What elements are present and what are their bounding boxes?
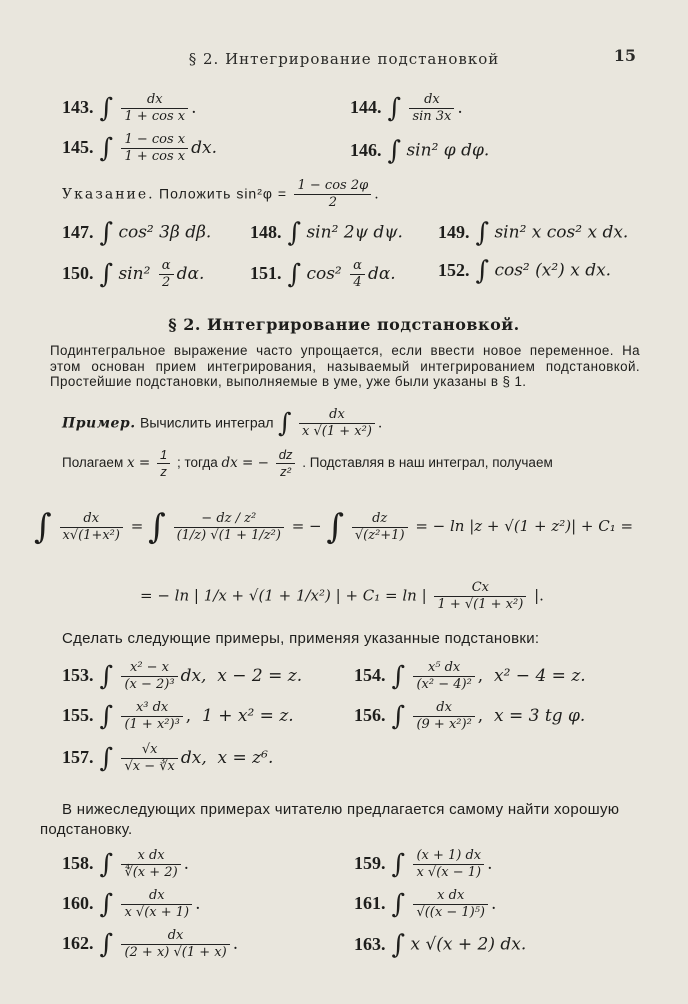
problem-162: 162. ∫ $\frac{dx}{(2 + x) √(1 + x)}$ . [62, 928, 239, 960]
equation-line-2: = − ln | 1/x + √(1 + 1/x²) | + C₁ = ln | $\frac{Cx}{\text{1 + √(1 + x²)}}$ |. [140, 580, 544, 612]
problem-149: 149. ∫ sin² x cos² x dx. [438, 218, 629, 248]
find-intro: В нижеследующих примерах читателю предлагается самому найти хорошую подстановку. [40, 801, 620, 838]
problem-147: 147. ∫ cos² 3β dβ. [62, 218, 212, 248]
example-line: Пример. Вычислить интеграл ∫ $\frac{dx}{\text{x √(1 + x²)}}$ . [62, 407, 383, 439]
running-header: § 2. Интегрирование подстановкой [188, 50, 500, 68]
problem-146: 146. ∫ sin² φ dφ. [350, 136, 490, 166]
problem-159: 159. ∫ $\frac{(x + 1) dx}{x √(x - 1)}$ . [354, 848, 493, 880]
problem-150: 150. ∫ sin² $\frac{\alpha}{2}$ dα. [62, 258, 205, 290]
section-title: § 2. Интегрирование подстановкой. [168, 315, 520, 334]
substitution-line: Полагаем x = $\frac{1}{z}$ ; тогда dx = − $\frac{dz}{\text{z²}}$ . Подставляя в наш интеграл, получаем [62, 447, 553, 479]
page-number: 15 [613, 46, 636, 65]
problem-160: 160. ∫ $\frac{dx}{x √(x + 1)}$ . [62, 888, 201, 920]
exercise-intro: Сделать следующие примеры, применяя указанные подстановки: [62, 630, 540, 647]
problem-156: 156. ∫ $\frac{dx}{\text{(9 + x²)²}}$ , x = 3 tg φ. [354, 700, 586, 732]
intro-paragraph: Подинтегральное выражение часто упрощается, если ввести новое переменное. На этом основан прием интегрирования, называемый интегрированием подстановкой. Простейшие подстановки, выполняемые в уме, уже были указаны в § 1. [50, 343, 640, 389]
problem-161: 161. ∫ $\frac{\text{x dx}}{\text{√((x − 1)⁵)}}$ . [354, 888, 497, 920]
problem-154: 154. ∫ $\frac{\text{x⁵ dx}}{\text{(x² − 4)²}}$ , x² − 4 = z. [354, 660, 586, 692]
problem-153: 153. ∫ $\frac{\text{x² − x}}{\text{(x − 2)³}}$ dx, x − 2 = z. [62, 660, 303, 692]
problem-144: 144. ∫ $\frac{dx}{\sin 3x}$ . [350, 92, 463, 124]
problem-148: 148. ∫ sin² 2ψ dψ. [250, 218, 403, 248]
equation-line-1: ∫ $\frac{dx}{\text{x√(1+x²)}}$ = ∫ $\frac{\text{− dz / z²}}{\text{(1/z) √(1 + 1/z²)}}$ = − ∫ $\frac{dz}{\text{√(z²+1)}}$ = − ln |z + √(1 + z²)| + C₁ = [34, 507, 634, 547]
problem-151: 151. ∫ cos² $\frac{\alpha}{4}$ dα. [250, 258, 396, 290]
problem-152: 152. ∫ cos² (x²) x dx. [438, 256, 612, 286]
problem-145: 145. ∫ $\frac{\text{1 − cos x}}{\text{1 + cos x}}$ dx. [62, 132, 217, 164]
problem-157: 157. ∫ $\frac{√x}{√x - ∛x}$ dx, x = z⁶. [62, 742, 274, 774]
problem-155: 155. ∫ $\frac{\text{x³ dx}}{\text{(1 + x²)³}}$ , 1 + x² = z. [62, 700, 294, 732]
problem-143: 143. ∫ $\frac{dx}{\text{1 + cos x}}$ . [62, 92, 197, 124]
problem-163: 163. ∫ x √(x + 2) dx. [354, 930, 527, 960]
problem-158: 158. ∫ $\frac{\text{x dx}}{∜(x + 2)}$ . [62, 848, 190, 880]
hint-line: Указание. Положить sin²φ = $\frac{1 - \cos 2\varphi}{2}$ . [62, 178, 379, 210]
